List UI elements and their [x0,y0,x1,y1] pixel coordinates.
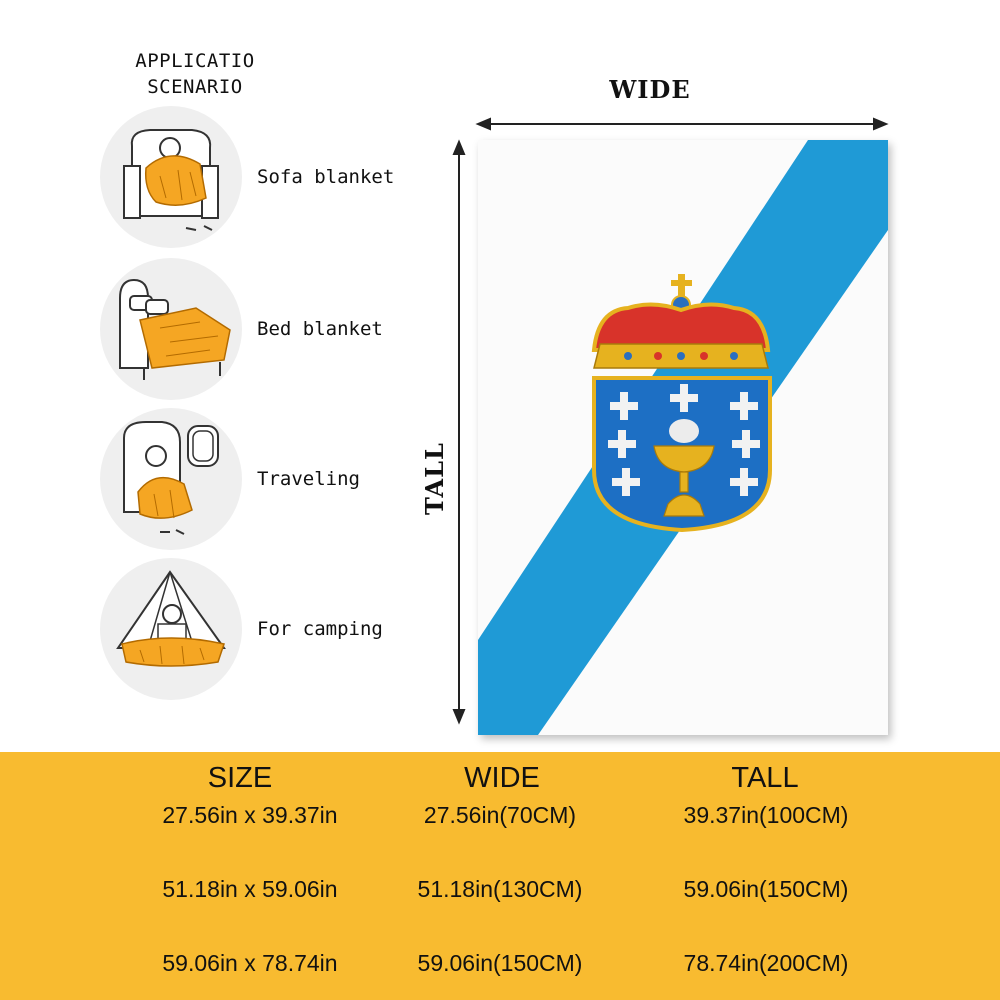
scenario-item-traveling [100,408,420,558]
scenario-item-sofa [100,106,420,256]
wide-arrow [478,119,886,129]
scenario-label-traveling: Traveling [257,468,360,490]
host-icon [669,419,699,443]
tall-label: TALL [420,442,449,515]
shield-icon [594,378,770,530]
size-header: SIZE [207,762,273,794]
size-cell: 51.18in x 59.06in [162,876,338,902]
bed-blanket-icon [100,258,242,400]
tall-arrow [454,142,464,722]
camping-icon [100,558,242,700]
scenario-label-bed: Bed blanket [257,318,383,340]
size-cell: 27.56in x 39.37in [162,802,338,828]
wide-cell: 59.06in(150CM) [417,950,583,976]
flag-blanket-image [478,140,888,735]
scenario-item-camping [100,558,420,708]
tall-cell: 59.06in(150CM) [683,876,849,902]
size-table [0,752,1000,1000]
wide-header: WIDE [464,762,540,794]
wide-cell: 51.18in(130CM) [417,876,583,902]
scenario-label-sofa: Sofa blanket [257,166,395,188]
size-cell: 59.06in x 78.74in [162,950,338,976]
scenario-item-bed [100,258,420,408]
sofa-blanket-icon [100,106,242,248]
scenario-title-line2: SCENARIO [147,76,243,98]
scenario-title-line1: APPLICATIO [135,50,255,72]
scenario-label-camping: For camping [257,618,383,640]
tall-cell: 39.37in(100CM) [683,802,849,828]
scenario-title [105,48,285,100]
tall-cell: 78.74in(200CM) [683,950,849,976]
wide-cell: 27.56in(70CM) [423,802,577,828]
wide-label: WIDE [609,75,691,104]
tall-header: TALL [731,762,799,794]
traveling-icon [100,408,242,550]
